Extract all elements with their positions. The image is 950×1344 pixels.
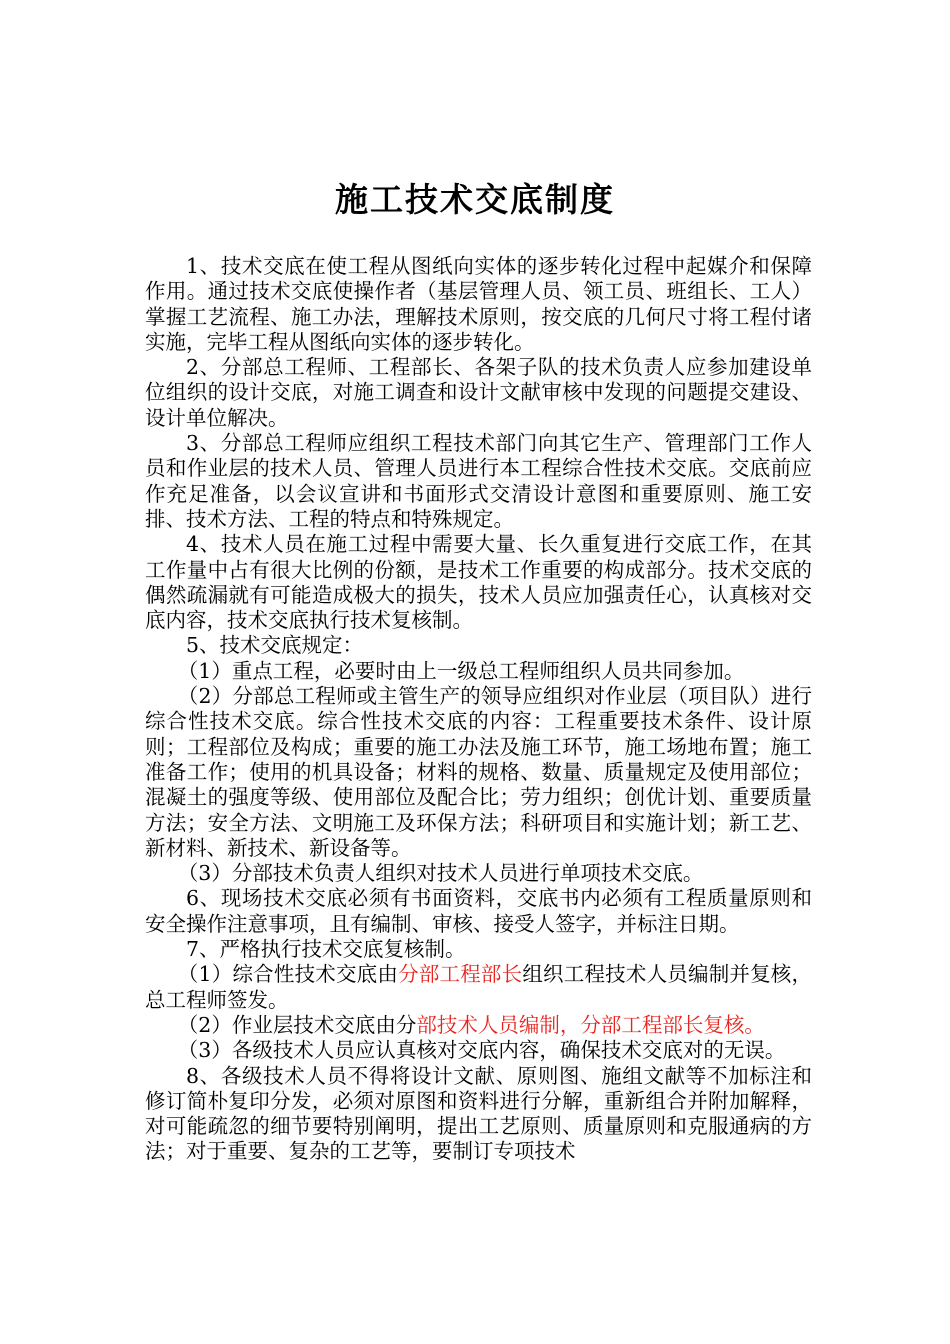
paragraph-6: 6、现场技术交底必须有书面资料，交底书内必须有工程质量原则和安全操作注意事项，且有编制、审核、接受人签字，并标注日期。 bbox=[145, 886, 812, 936]
highlighted-text-1: 分部工程部长 bbox=[398, 962, 523, 987]
paragraph-7-item-3: （3）各级技术人员应认真核对交底内容，确保技术交底对的无误。 bbox=[177, 1038, 786, 1063]
highlighted-text-2: 部技术人员编制，分部工程部长复核。 bbox=[416, 1012, 765, 1037]
document-title: 施工技术交底制度 bbox=[335, 180, 615, 219]
paragraph-5-item-3: （3）分部技术负责人组织对技术人员进行单项技术交底。 bbox=[177, 861, 704, 886]
paragraph-7-item-2-part-1: （2）作业层技术交底由分 bbox=[177, 1012, 417, 1037]
paragraph-8: 8、各级技术人员不得将设计文献、原则图、施组文献等不加标注和修订简朴复印分发，必须对原图和资料进行分解，重新组合并附加解释，对可能疏忽的细节要特别阐明，提出工艺原则、质量原则和克服通病的方法；对于重要、复杂的工艺等，要制订专项技术 bbox=[145, 1063, 812, 1164]
paragraph-3: 3、分部总工程师应组织工程技术部门向其它生产、管理部门工作人员和作业层的技术人员、管理人员进行本工程综合性技术交底。交底前应作充足准备，以会议宣讲和书面形式交清设计意图和重要原则、施工安排、技术方法、工程的特点和特殊规定。 bbox=[145, 431, 812, 531]
paragraph-7-item-2 bbox=[145, 1013, 812, 1038]
paragraph-7-item-1-part-3: 组织工程技术人员编制并复核，总工程师签发。 bbox=[145, 962, 813, 1012]
document-body bbox=[145, 254, 812, 1165]
paragraph-4: 4、技术人员在施工过程中需要大量、长久重复进行交底工作，在其工作量中占有很大比例的份额，是技术工作重要的构成部分。技术交底的偶然疏漏就有可能造成极大的损失，技术人员应加强责任心，认真核对交底内容，技术交底执行技术复核制。 bbox=[145, 532, 812, 633]
paragraph-5-item-2: （2）分部总工程师或主管生产的领导应组织对作业层（项目队）进行综合性技术交底。综合性技术交底的内容：工程重要技术条件、设计原则；工程部位及构成；重要的施工办法及施工环节，施工场地布置；施工准备工作；使用的机具设备；材料的规格、数量、质量规定及使用部位；混凝土的强度等级、使用部位及配合比；劳力组织；创优计划、重要质量方法；安全方法、文明施工及环保方法；科研项目和实施计划；新工艺、新材料、新技术、新设备等。 bbox=[145, 684, 812, 860]
paragraph-7-item-1 bbox=[145, 962, 812, 1013]
paragraph-7-item-1-part-1: （1）综合性技术交底由 bbox=[177, 962, 399, 987]
paragraph-5-item-1: （1）重点工程，必要时由上一级总工程师组织人员共同参加。 bbox=[177, 658, 745, 683]
paragraph-5: 5、技术交底规定： bbox=[186, 633, 364, 658]
paragraph-2: 2、分部总工程师、工程部长、各架子队的技术负责人应参加建设单位组织的设计交底，对施工调查和设计文献审核中发现的问题提交建设、设计单位解决。 bbox=[145, 355, 812, 430]
paragraph-7: 7、严格执行技术交底复核制。 bbox=[186, 937, 466, 962]
paragraph-1: 1、技术交底在使工程从图纸向实体的逐步转化过程中起媒介和保障作用。通过技术交底使操作者（基层管理人员、领工员、班组长、工人）掌握工艺流程、施工办法，理解技术原则，按交底的几何尺寸将工程付诸实施，完毕工程从图纸向实体的逐步转化。 bbox=[145, 254, 812, 354]
